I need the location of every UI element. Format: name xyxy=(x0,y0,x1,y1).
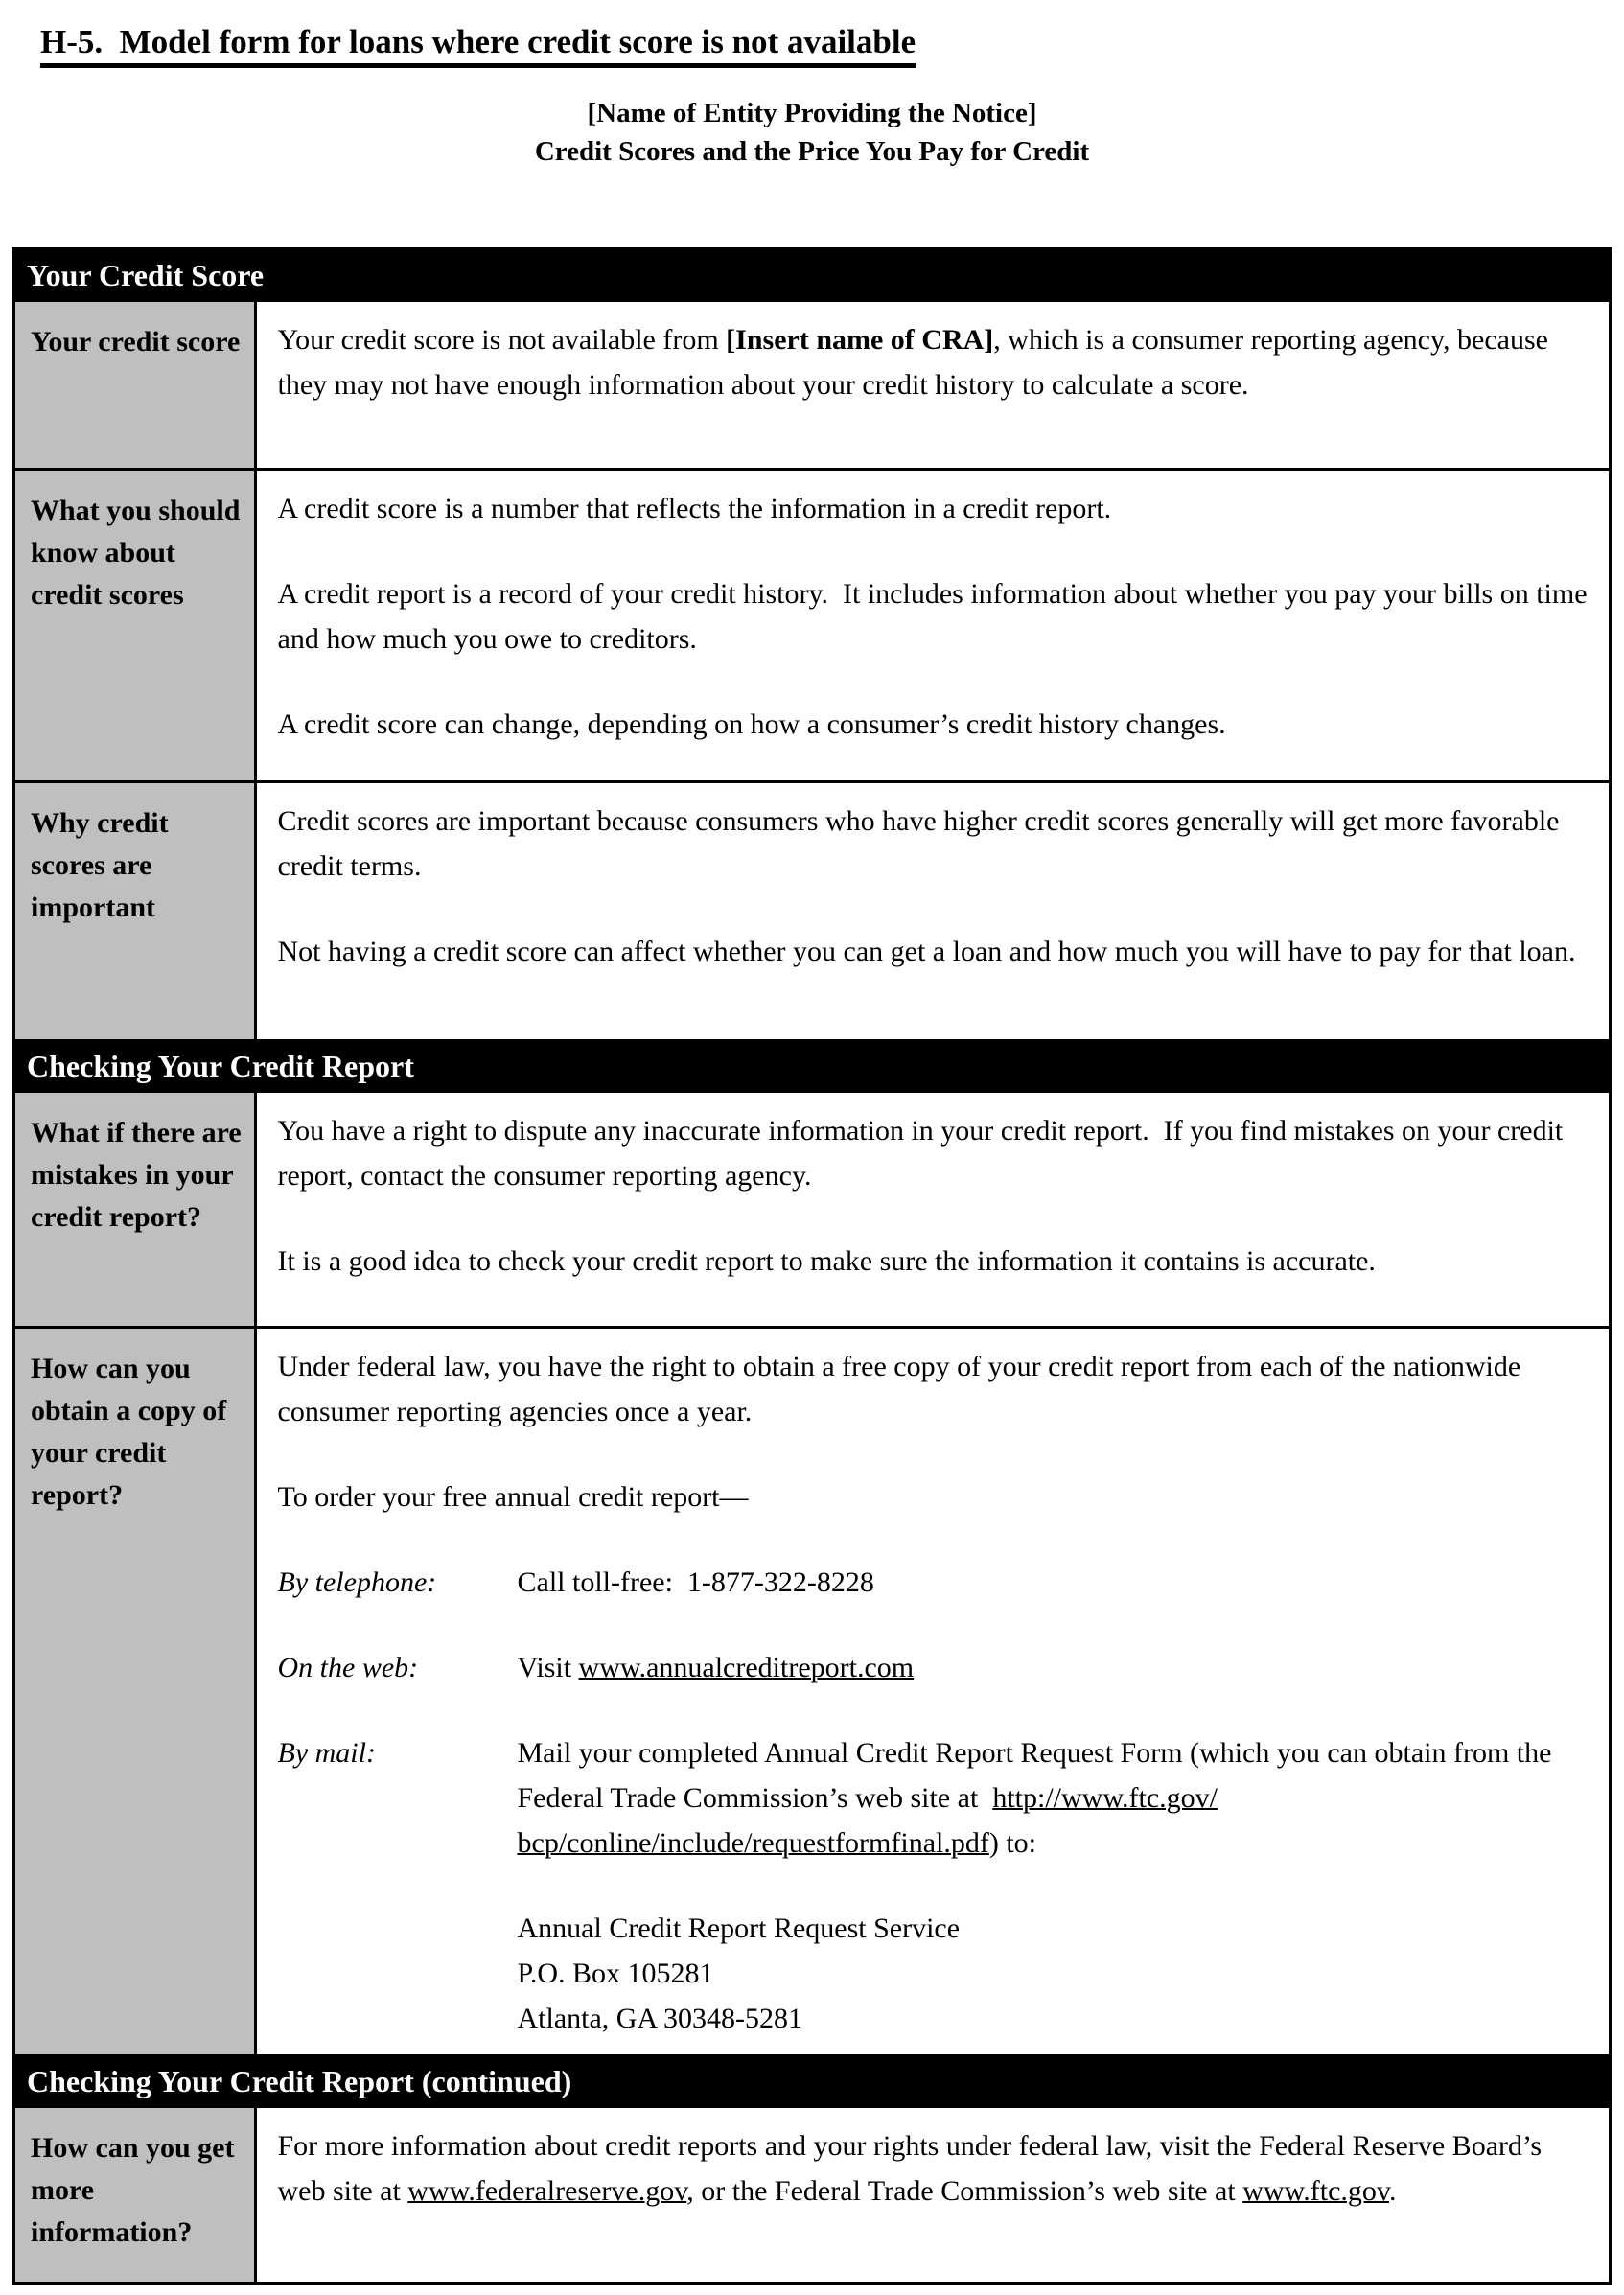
table-row xyxy=(13,470,1611,782)
paragraph: Under federal law, you have the right to obtain a free copy of your credit report from each of the nationwide consumer reporting agencies once a year. xyxy=(277,1351,1528,1427)
row-content-obtain-copy xyxy=(255,1328,1611,2056)
table-row xyxy=(13,782,1611,1041)
row-content-your-credit-score xyxy=(255,301,1611,470)
row-content-more-information xyxy=(255,2107,1611,2283)
table-row xyxy=(13,1328,1611,2056)
row-content-mistakes xyxy=(255,1092,1611,1328)
insert-cra-placeholder: [Insert name of CRA] xyxy=(726,324,994,356)
contact-method-web xyxy=(278,1645,1590,1690)
row-label-why-scores-important: Why credit scores are important xyxy=(13,782,255,1041)
notice-title-line: Credit Scores and the Price You Pay for Credit xyxy=(534,136,1090,167)
text-segment: . xyxy=(1388,2175,1397,2207)
ftc-link[interactable]: www.ftc.gov xyxy=(1242,2175,1389,2207)
table-row xyxy=(13,1041,1611,1092)
paragraph: A credit score is a number that reflects the information in a credit report. xyxy=(277,493,1112,524)
section-header-checking-credit-report-continued: Checking Your Credit Report (continued) xyxy=(13,2056,1611,2107)
section-header-your-credit-score: Your Credit Score xyxy=(13,249,1611,301)
contact-method-detail: Call toll-free: 1-877-322-8228 xyxy=(517,1566,874,1598)
ftc-url-link-part2[interactable]: bcp/conline/include/requestformfinal.pdf xyxy=(517,1827,989,1859)
paragraph: A credit score can change, depending on how a consumer’s credit history changes. xyxy=(277,708,1226,740)
paragraph: Credit scores are important because consumers who have higher credit scores generally will get more favorable credit terms. xyxy=(277,805,1566,882)
row-label-your-credit-score: Your credit score xyxy=(13,301,255,470)
paragraph: You have a right to dispute any inaccurate information in your credit report. If you find mistakes on your credit report, contact the consumer reporting agency. xyxy=(277,1115,1570,1192)
paragraph: A credit report is a record of your credit history. It includes information about whether you pay your bills on time and how much you owe to creditors. xyxy=(277,578,1595,655)
contact-method-label: On the web: xyxy=(277,1652,419,1683)
table-row xyxy=(13,2107,1611,2283)
text-segment: ) to: xyxy=(988,1827,1037,1859)
text-segment: Your credit score is not available from xyxy=(277,324,727,356)
paragraph: Not having a credit score can affect whether you can get a loan and how much you will have to pay for that loan. xyxy=(277,936,1576,967)
notice-heading xyxy=(12,94,1612,171)
row-label-obtain-copy: How can you obtain a copy of your credit report? xyxy=(13,1328,255,2056)
row-content-what-you-should-know xyxy=(255,470,1611,782)
mailing-address-block xyxy=(518,1906,1590,2041)
table-row xyxy=(13,2056,1611,2107)
contact-method-label: By mail: xyxy=(277,1737,376,1769)
notice-entity-line: [Name of Entity Providing the Notice] xyxy=(587,98,1037,128)
ftc-url-link-part1[interactable]: http://www.ftc.gov/ xyxy=(992,1782,1218,1814)
section-header-checking-credit-report: Checking Your Credit Report xyxy=(13,1041,1611,1092)
federalreserve-link[interactable]: www.federalreserve.gov xyxy=(407,2175,687,2207)
contact-method-detail xyxy=(518,1645,1590,1690)
text-segment: , or the Federal Trade Commission’s web site at xyxy=(686,2175,1243,2207)
row-content-why-scores-important xyxy=(255,782,1611,1041)
credit-score-form-table xyxy=(12,247,1612,2285)
address-line: Atlanta, GA 30348-5281 xyxy=(517,2003,802,2034)
address-line: P.O. Box 105281 xyxy=(517,1958,714,1989)
paragraph: To order your free annual credit report— xyxy=(277,1481,749,1513)
page-title-row xyxy=(12,23,1612,61)
table-row xyxy=(13,249,1611,301)
annualcreditreport-link[interactable]: www.annualcreditreport.com xyxy=(578,1652,915,1683)
table-row xyxy=(13,301,1611,470)
contact-method-mail xyxy=(278,1730,1590,2041)
contact-method-telephone xyxy=(278,1560,1590,1605)
text-segment: Visit xyxy=(517,1652,579,1683)
row-label-what-you-should-know: What you should know about credit scores xyxy=(13,470,255,782)
row-label-mistakes: What if there are mistakes in your credit report? xyxy=(13,1092,255,1328)
text-segment: Mail your completed Annual Credit Report Request Form (which you can obtain from the Federal Trade Commission’s web site at xyxy=(517,1737,1559,1814)
row-label-more-information: How can you get more information? xyxy=(13,2107,255,2283)
text-segment: For more information about credit reports and your rights under federal law, visit the Federal Reserve Board’s web site at xyxy=(277,2130,1549,2207)
contact-method-label: By telephone: xyxy=(277,1566,437,1598)
text-segment: , which is a consumer reporting agency, because they may not have enough information about your credit history to calculate a score. xyxy=(277,324,1556,401)
paragraph xyxy=(278,2123,1590,2214)
paragraph: It is a good idea to check your credit report to make sure the information it contains is accurate. xyxy=(277,1245,1376,1277)
table-row xyxy=(13,1092,1611,1328)
page-title: H-5. Model form for loans where credit score is not available xyxy=(40,23,916,68)
address-line: Annual Credit Report Request Service xyxy=(517,1912,961,1944)
paragraph xyxy=(278,317,1590,407)
contact-method-detail xyxy=(518,1730,1590,2041)
